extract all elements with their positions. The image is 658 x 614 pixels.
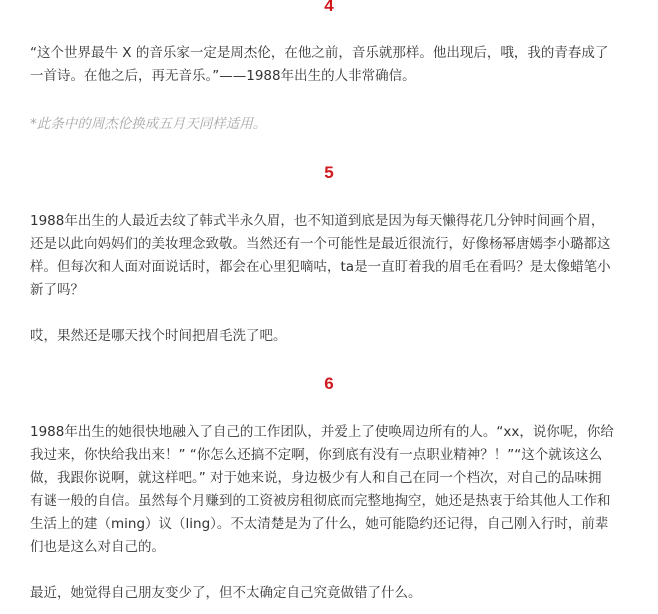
text-line: 最近，她觉得自己朋友变少了，但不太确定自己究竟做错了什么。 xyxy=(30,585,422,601)
text-line: 做，我跟你说啊，就这样吧。” 对于她来说，身边极少有人和自己在同一个档次，对自己的品味拥 xyxy=(30,470,602,486)
text-line: 1988年出生的人最近去纹了韩式半永久眉，也不知道到底是因为每天懒得花几分钟时间画个眉， xyxy=(30,213,605,229)
section-5-paragraph-2 xyxy=(30,325,638,348)
text-line: 样。但每次和人面对面说话时，都会在心里犯嘀咕，ta是一直盯着我的眉毛在看吗？是太像蜡笔小 xyxy=(30,259,611,275)
section-number-4: 4 xyxy=(324,0,334,15)
section-number-5: 5 xyxy=(324,163,334,182)
section-6-paragraph-2 xyxy=(30,582,638,605)
text-line: “这个世界最牛 X 的音乐家一定是周杰伦，在他之前，音乐就那样。他出现后，哦，我的青春成了 xyxy=(30,45,609,61)
section-4-paragraph-1 xyxy=(30,42,638,88)
text-line: 还是以此向妈妈们的美妆理念致敬。当然还有一个可能性是最近很流行，好像杨幂唐嫣李小璐都这 xyxy=(30,236,611,252)
text-line: 一首诗。在他之后，再无音乐。”——1988年出生的人非常确信。 xyxy=(30,68,416,84)
section-6-paragraph-1 xyxy=(30,421,638,559)
text-line: 哎，果然还是哪天找个时间把眉毛洗了吧。 xyxy=(30,328,287,344)
section-5-paragraph-1 xyxy=(30,210,638,302)
text-line: 们也是这么对自己的。 xyxy=(30,539,165,555)
text-line: 新了吗？ xyxy=(30,282,84,298)
section-4-note: *此条中的周杰伦换成五月天同样适用。 xyxy=(30,116,267,132)
text-line: 我过来，你快给我出来！” “你怎么还搞不定啊，你到底有没有一点职业精神？！”“这个就该这么 xyxy=(30,447,603,463)
text-line: 生活上的建（ming）议（ling）。不太清楚是为了什么，她可能隐约还记得，自己刚入行时，前辈 xyxy=(30,516,609,532)
text-line: 有谜一般的自信。虽然每个月赚到的工资被房租彻底而完整地掏空，她还是热衷于给其他人工作和 xyxy=(30,493,611,509)
section-number-6: 6 xyxy=(324,374,334,393)
text-line: 1988年出生的她很快地融入了自己的工作团队，并爱上了使唤周边所有的人。“xx，说你呢，你给 xyxy=(30,424,614,440)
